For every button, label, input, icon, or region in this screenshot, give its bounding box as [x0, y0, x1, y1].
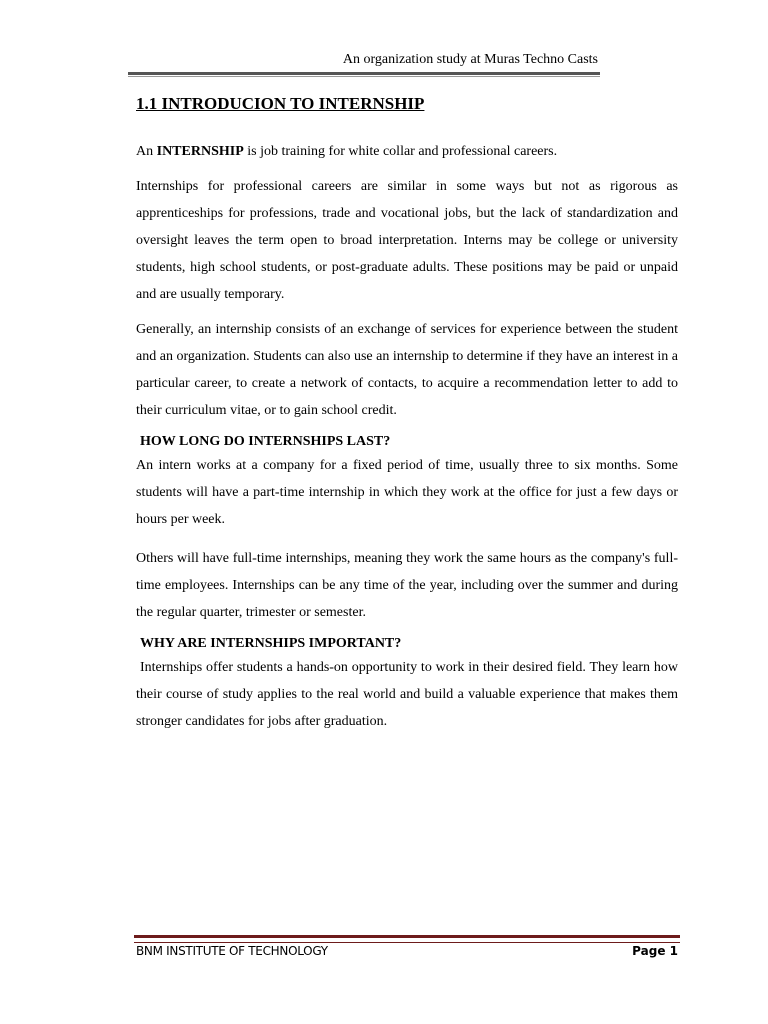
page-number: Page 1 [632, 944, 678, 958]
how-long-paragraph-2: Others will have full-time internships, meaning they work the same hours as the company's full-time employees. Internships can be any time of the year, including over the summer and during the regular quarter, trimester or semester. [136, 551, 678, 620]
section-title: 1.1 INTRODUCION TO INTERNSHIP [136, 94, 425, 113]
running-header: An organization study at Muras Techno Casts [342, 52, 598, 67]
intro-paragraph-1: Internships for professional careers are similar in some ways but not as rigorous as apprenticeships for professions, trade and vocational jobs, but the lack of standardization and oversight leaves the term open to broad interpretation. Interns may be college or university students, high school students, or post-graduate adults. These positions may be paid or unpaid and are usually temporary. [136, 179, 678, 302]
intro-sentence [136, 138, 678, 165]
footer-institute: BNM INSTITUTE OF TECHNOLOGY [136, 944, 328, 958]
footer-divider [134, 935, 680, 943]
header-divider [128, 72, 600, 77]
intro-term: INTERNSHIP [156, 144, 244, 159]
why-important-paragraph: Internships offer students a hands-on opportunity to work in their desired field. They learn how their course of study applies to the real world and build a valuable experience that makes them stronger candidates for jobs after graduation. [136, 660, 678, 729]
why-important-heading: WHY ARE INTERNSHIPS IMPORTANT? [140, 636, 402, 651]
intro-paragraph-2: Generally, an internship consists of an exchange of services for experience between the student and an organization. Students can also use an internship to determine if they have an interest in a particular career, to create a network of contacts, to acquire a recommendation letter to add to their curriculum vitae, or to gain school credit. [136, 322, 678, 418]
page-body [136, 92, 678, 743]
intro-rest: is job training for white collar and professional careers. [243, 144, 558, 159]
how-long-heading: HOW LONG DO INTERNSHIPS LAST? [140, 434, 391, 449]
intro-prefix: An [136, 144, 157, 159]
how-long-paragraph-1: An intern works at a company for a fixed period of time, usually three to six months. Some students will have a part-time internship in which they work at the office for just a few days or hours per week. [136, 458, 678, 527]
